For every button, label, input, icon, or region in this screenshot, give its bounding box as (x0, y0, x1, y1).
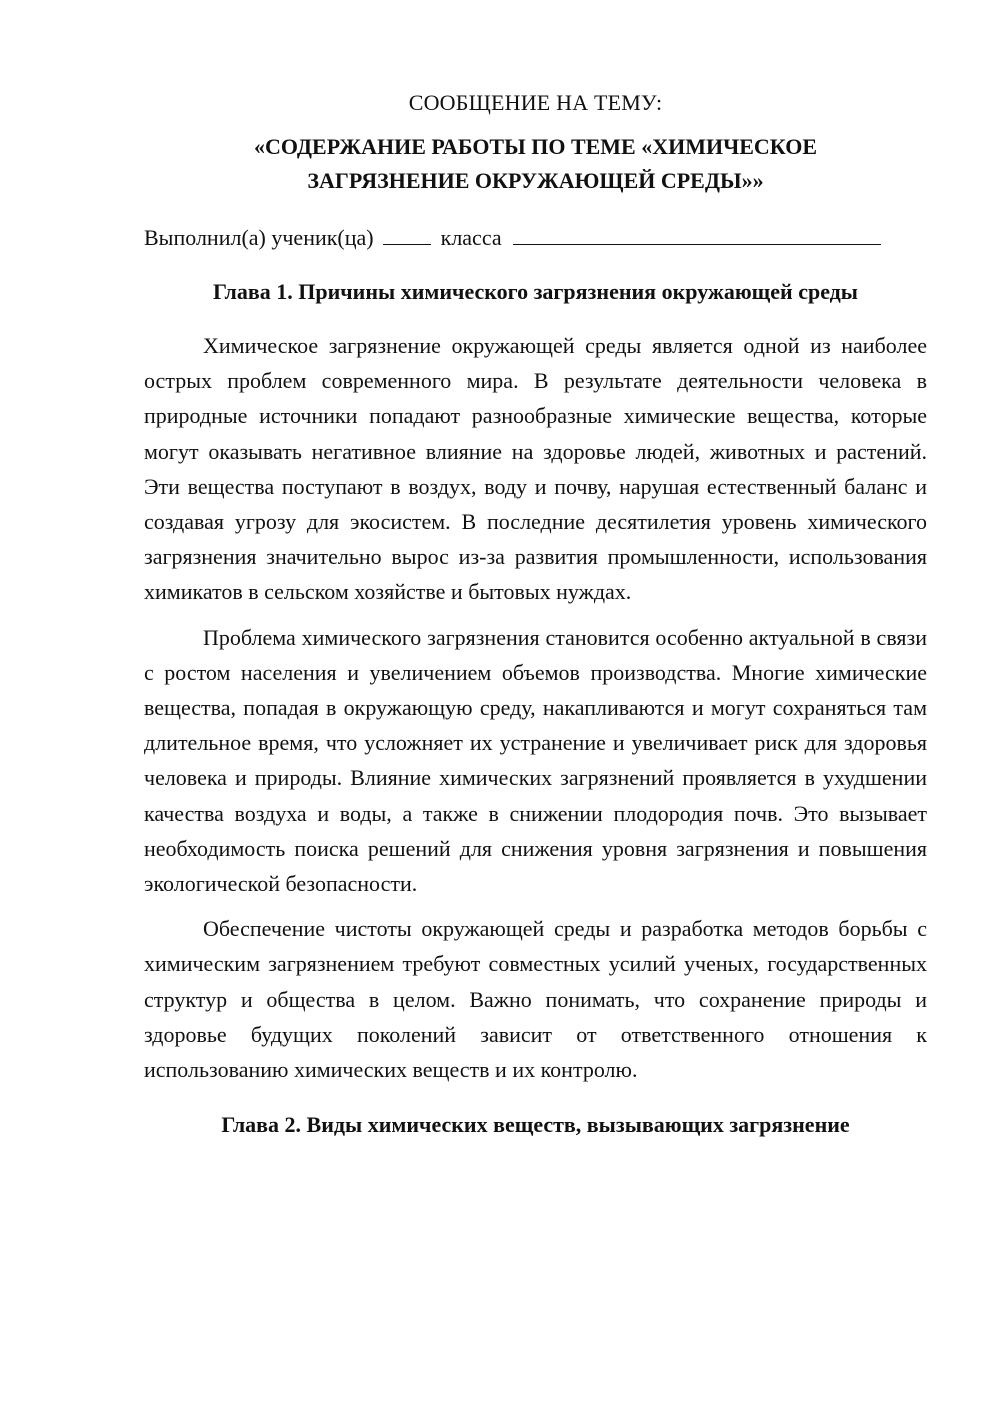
document-title (144, 130, 927, 198)
author-prefix: Выполнил(а) ученик(ца) (144, 225, 374, 250)
chapter-1-paragraph-3: Обеспечение чистоты окружающей среды и разработка методов борьбы с химическим загрязнением требуют совместных усилий ученых, государственных структур и общества в целом. Важно понимать, что сохранение природы и здоровье будущих поколений зависит от ответственного отношения к использованию химических веществ и их контролю. (144, 916, 927, 1083)
author-line (144, 222, 927, 254)
chapter-1-paragraph-1: Химическое загрязнение окружающей среды является одной из наиболее острых проблем современного мира. В результате деятельности человека в природные источники попадают разнообразные химические вещества, которые могут оказывать негативное влияние на здоровье людей, животных и растений. Эти вещества поступают в воздух, воду и почву, нарушая естественный баланс и создавая угрозу для экосистем. В последние десятилетия уровень химического загрязнения значительно вырос из-за развития промышленности, использования химикатов в сельском хозяйстве и бытовых нуждах. (144, 333, 927, 605)
class-number-blank (383, 222, 431, 245)
document-title-line-1: «СОДЕРЖАНИЕ РАБОТЫ ПО ТЕМЕ «ХИМИЧЕСКОЕ (254, 134, 817, 159)
student-name-blank (513, 222, 881, 245)
chapter-1-title: Глава 1. Причины химического загрязнения окружающей среды (213, 279, 858, 304)
document-heading-top: СООБЩЕНИЕ НА ТЕМУ: (408, 90, 663, 115)
chapter-1-paragraph-2: Проблема химического загрязнения становится особенно актуальной в связи с ростом населения и увеличением объемов производства. Многие химические вещества, попадая в окружающую среду, накапливаются и могут сохраняться там длительное время, что усложняет их устранение и увеличивает риск для здоровья человека и природы. Влияние химических загрязнений проявляется в ухудшении качества воздуха и воды, а также в снижении плодородия почв. Это вызывает необходимость поиска решений для снижения уровня загрязнения и повышения экологической безопасности. (144, 624, 927, 897)
document-title-line-2: ЗАГРЯЗНЕНИЕ ОКРУЖАЮЩЕЙ СРЕДЫ»» (307, 168, 764, 193)
chapter-2-title: Глава 2. Виды химических веществ, вызывающих загрязнение (221, 1112, 850, 1138)
author-class-label: класса (440, 225, 502, 250)
